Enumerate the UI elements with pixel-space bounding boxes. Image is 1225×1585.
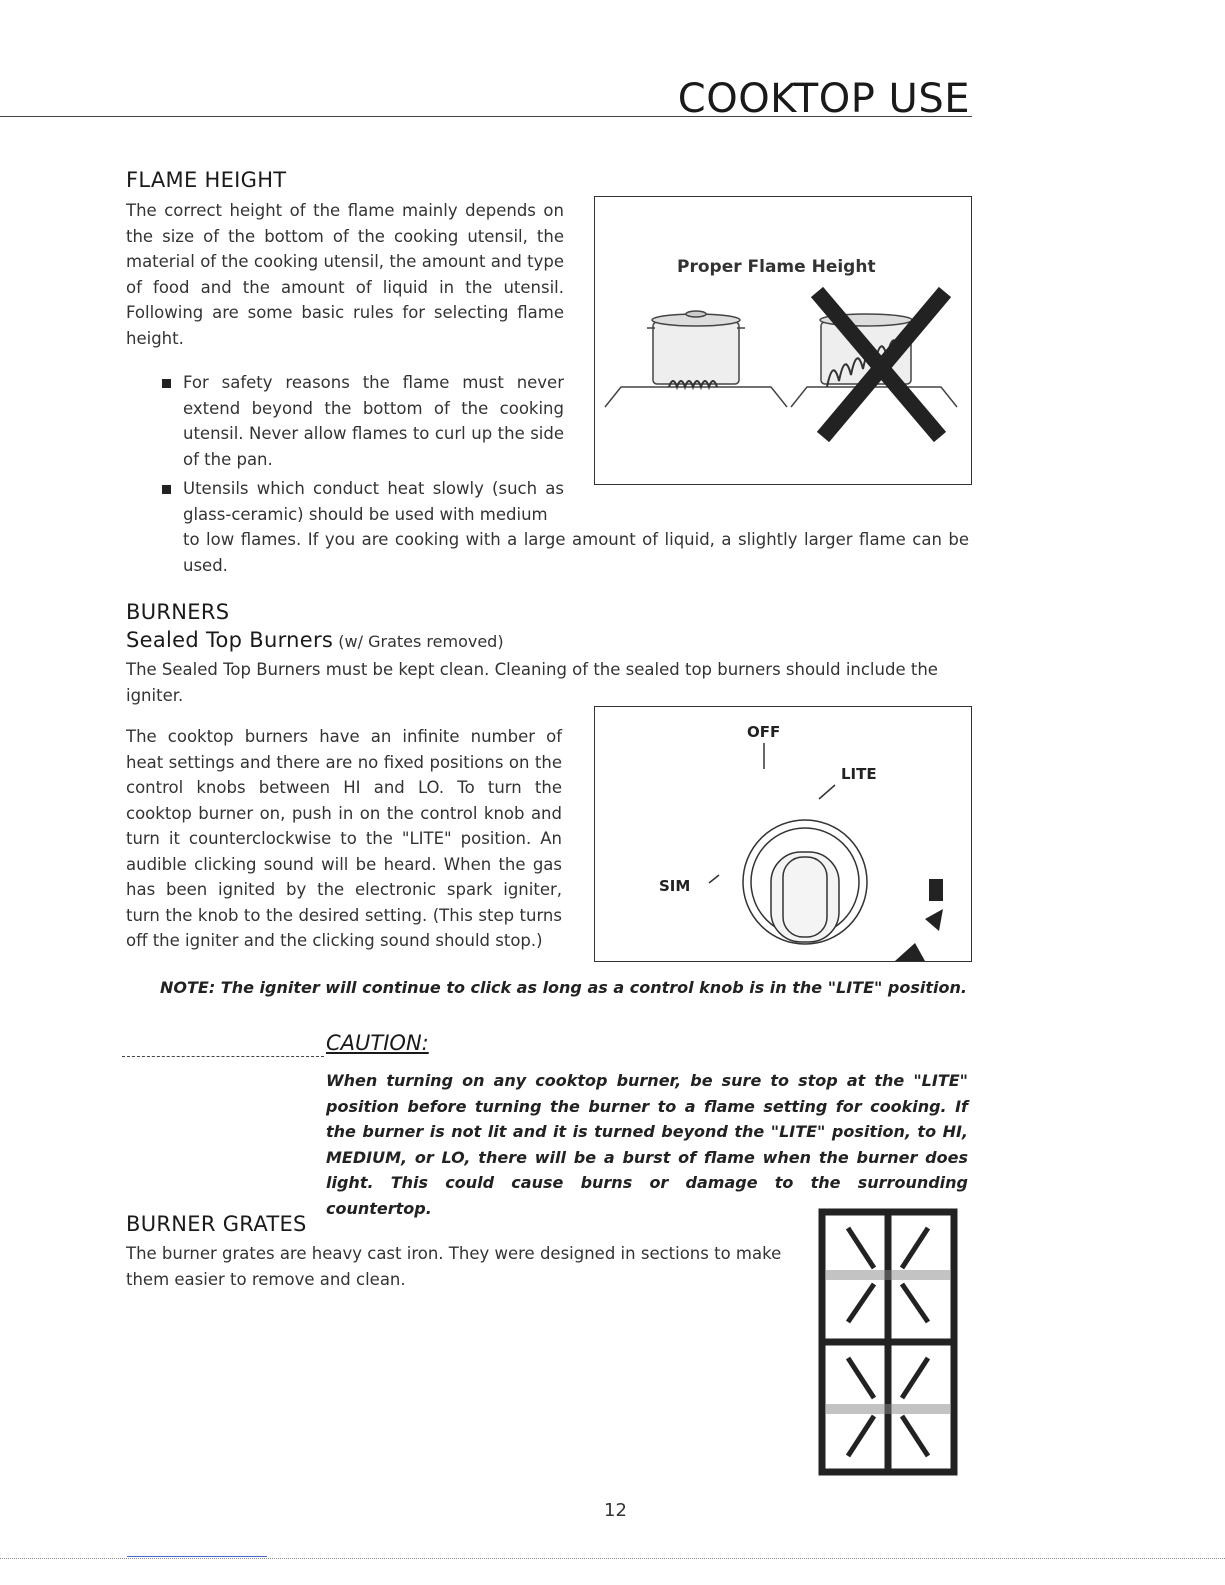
- sealed-top-burners-note: (w/ Grates removed): [338, 632, 504, 651]
- square-bullet-icon: [162, 485, 171, 494]
- burner-grates-heading: BURNER GRATES: [126, 1212, 307, 1236]
- igniter-note: NOTE: The igniter will continue to click as long as a control knob is in the "LITE" position.: [160, 978, 967, 997]
- flame-bullet-2-text-a: Utensils which conduct heat slowly (such as glass-ceramic) should be used with medium: [183, 479, 564, 524]
- caution-body: When turning on any cooktop burner, be sure to stop at the "LITE" position before turning the burner to a flame setting for cooking. If the burner is not lit and it is turned beyond the "LITE" position, to HI, MEDIUM, or LO, there will be a burst of flame when the burner does light. This could cause burns or damage to the surrounding countertop.: [326, 1071, 968, 1218]
- proper-flame-height-figure: [594, 196, 972, 485]
- flame-pots-illustration: [595, 197, 971, 484]
- burners-intro: The Sealed Top Burners must be kept clean. Cleaning of the sealed top burners should include the igniter.: [126, 660, 938, 705]
- sealed-top-burners-subheading: [126, 628, 504, 655]
- burners-heading: BURNERS: [126, 600, 230, 624]
- sealed-top-burners-title: Sealed Top Burners: [126, 628, 334, 652]
- flame-bullet-1: [162, 370, 564, 472]
- flame-bullet-2-text-b: to low flames. If you are cooking with a large amount of liquid, a slightly larger flame can be used.: [183, 530, 969, 575]
- control-knob-illustration: [595, 707, 971, 961]
- knob-label-off: OFF: [747, 723, 781, 741]
- knob-label-sim: SIM: [659, 877, 691, 895]
- footer-divider: [0, 1558, 1225, 1559]
- knob-label-lite: LITE: [841, 765, 877, 783]
- caution-rule: [122, 1056, 324, 1057]
- flame-height-intro: The correct height of the flame mainly depends on the size of the bottom of the cooking utensil, the material of the cooking utensil, the amount and type of food and the amount of liquid in the utensil. Following are some basic rules for selecting flame height.: [126, 201, 564, 348]
- control-knob-figure: [594, 706, 972, 962]
- caution-title: CAUTION:: [326, 1031, 429, 1055]
- burners-instructions: The cooktop burners have an infinite number of heat settings and there are no fixed positions on the control knobs between HI and LO. To turn the cooktop burner on, push in on the control knob and turn it counterclockwise to the "LITE" position. An audible clicking sound will be heard. When the gas has been ignited by the electronic spark igniter, turn the knob to the desired setting. (This step turns off the igniter and the clicking sound should stop.): [126, 727, 562, 950]
- burner-grate-icon: [818, 1208, 958, 1476]
- pot-proper-flame-icon: [605, 311, 787, 407]
- flame-height-heading: FLAME HEIGHT: [126, 168, 287, 192]
- control-knob-icon: [743, 820, 867, 944]
- square-bullet-icon: [162, 379, 171, 388]
- page-number: 12: [604, 1500, 627, 1521]
- flame-bullet-2: [162, 476, 564, 527]
- burner-grates-body: The burner grates are heavy cast iron. They were designed in sections to make them easier to remove and clean.: [126, 1244, 782, 1289]
- flame-range-icon: [895, 879, 943, 961]
- footer-link-mark: [127, 1556, 267, 1557]
- page-title: COOKTOP USE: [677, 76, 970, 122]
- title-divider: [0, 116, 972, 117]
- flame-bullet-1-text: For safety reasons the flame must never extend beyond the bottom of the cooking utensil. Never allow flames to curl up the side of the pan.: [183, 373, 564, 469]
- figure-caption: Proper Flame Height: [677, 257, 876, 277]
